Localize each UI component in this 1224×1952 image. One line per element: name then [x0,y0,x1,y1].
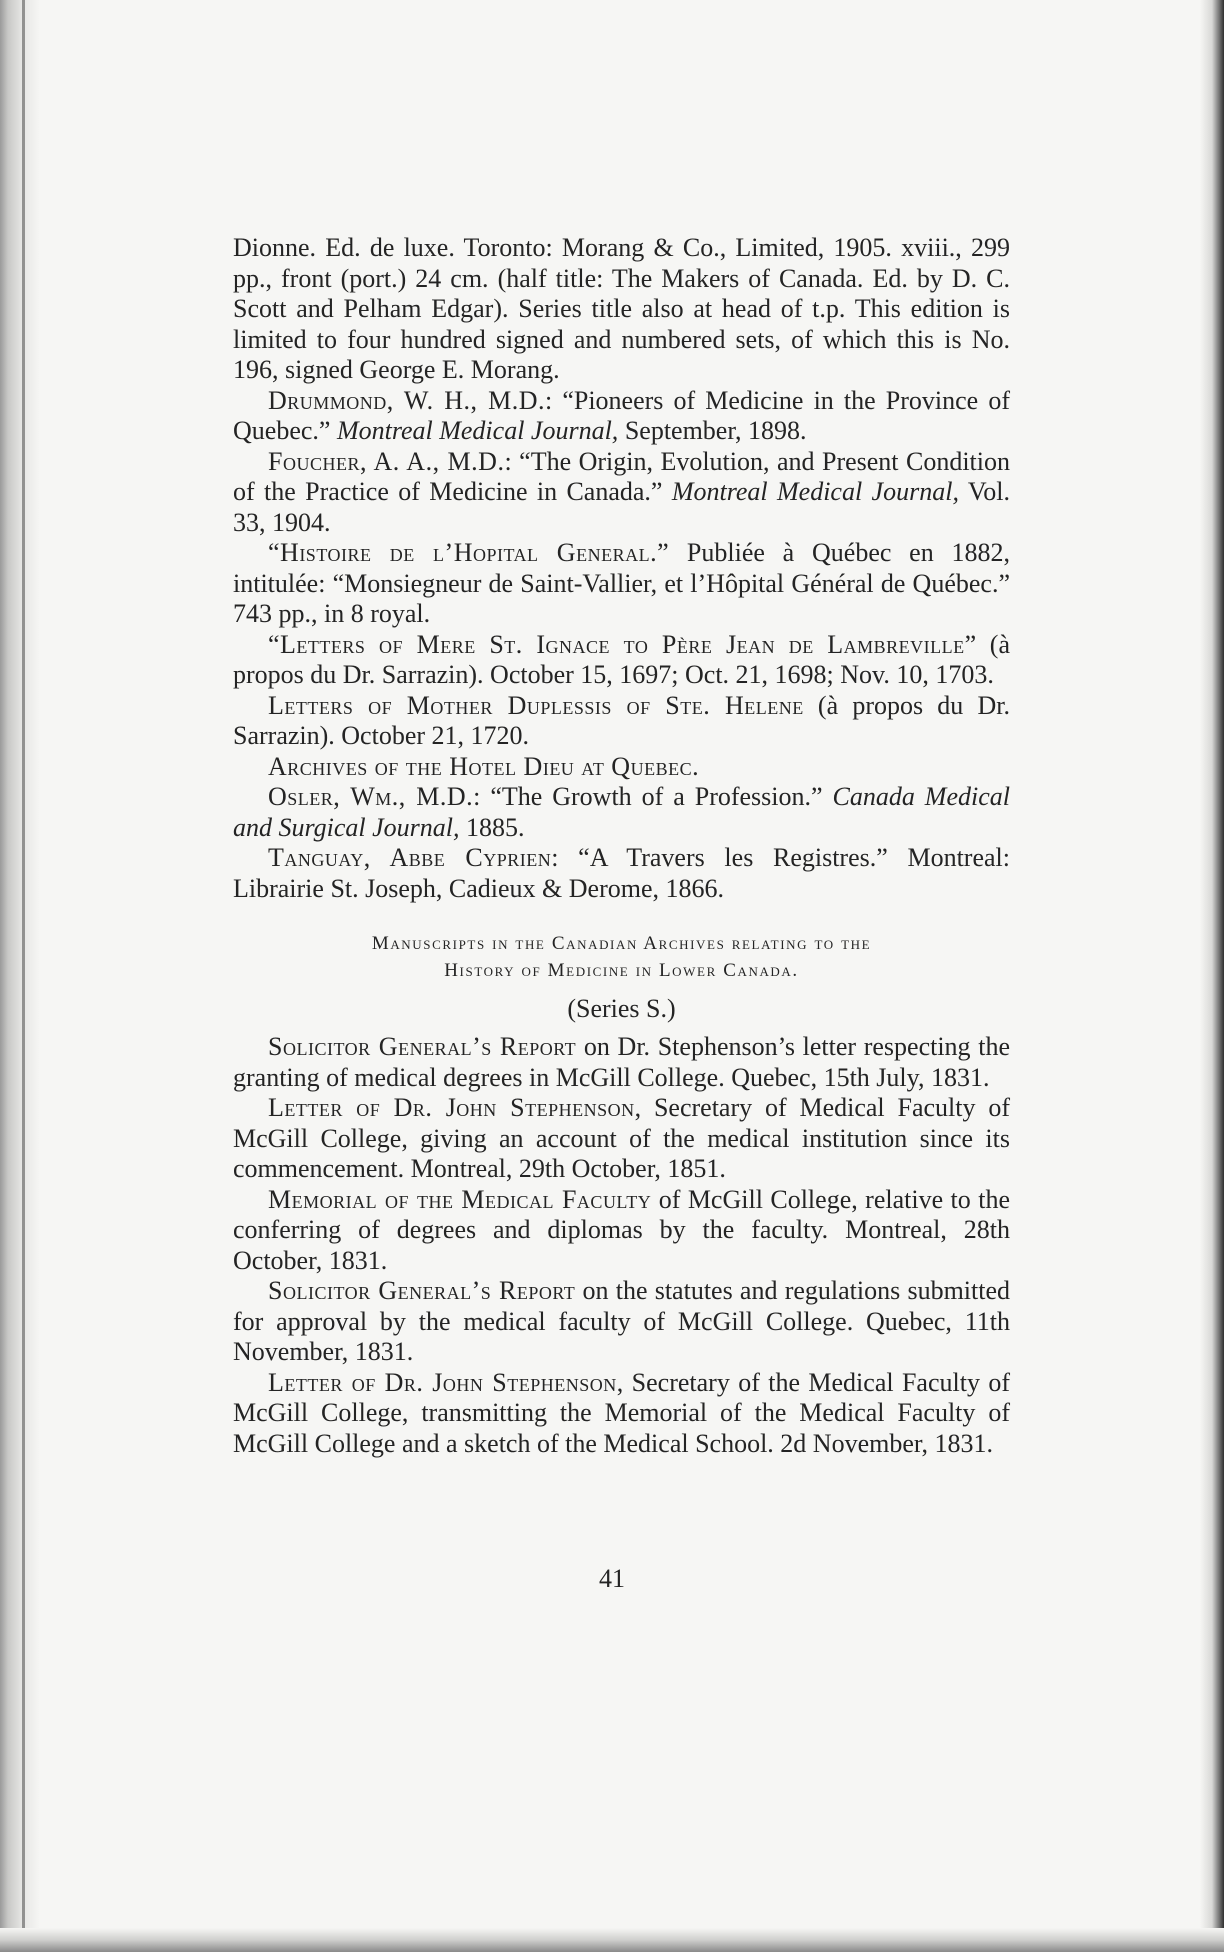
entry-journal: Montreal Medical Journal, [671,477,959,506]
entry-text: (à propos du Dr. Sarrazin). October 21, 1720. [233,690,1010,750]
entry-lead: Solicitor General’s Report [268,1276,576,1305]
entry-text: of McGill College, relative to the conferring of degrees and diplomas by the faculty. Montreal, 28th October, 1831. [233,1184,1010,1275]
page-bottom-edge [0,1928,1224,1952]
page-right-edge [1200,0,1224,1952]
entry-journal: Montreal Medical Journal, [336,416,619,445]
entry-text: : “A Travers les Registres.” Montreal: Librairie St. Joseph, Cadieux & Derome, 1866. [233,843,1010,903]
bib-entry-histoire [233,538,1010,630]
manuscript-entry [233,1093,1010,1185]
binding-gutter [0,0,40,1952]
entry-lead: “Histoire de l’Hopital General.” [268,538,670,567]
entry-lead: Tanguay, Abbe Cyprien [268,843,552,872]
manuscript-entry [233,1032,1010,1093]
body-text [233,233,1010,1459]
entry-journal: Canada Medical and Surgical Journal, [233,782,1010,842]
manuscript-entry [233,1368,1010,1460]
entry-text: (à propos du Dr. Sarrazin). October 15, 1697; Oct. 21, 1698; Nov. 10, 1703. [233,629,1011,689]
section-heading-line-2: History of Medicine in Lower Canada. [444,960,799,981]
bib-entry-archives [233,752,1010,783]
entry-tail: 1885. [459,812,525,842]
entry-lead: Solicitor General’s Report [268,1032,577,1061]
entry-tail: Vol. 33, 1904. [233,477,1011,537]
bib-entry-drummond [233,386,1010,447]
page-number: 41 [599,1564,625,1593]
bib-entry-tanguay [233,843,1010,904]
bib-entry-osler [233,782,1010,843]
entry-lead: Foucher, A. A., M.D. [268,446,505,476]
entry-text: on the statutes and regulations submitted for approval by the medical faculty of McGill College. Quebec, 11th November, 1831. [233,1276,1010,1366]
entry-text: , Secretary of the Medical Faculty of McGill College, transmitting the Memorial of the Medical Faculty of McGill College and a sketch of the Medical School. 2d November, 1831. [233,1367,1010,1458]
bib-entry-letters-mere [233,630,1010,691]
section-heading [233,930,1010,984]
entry-text: : “The Growth of a Profession.” [473,782,833,811]
entry-text: , Secretary of Medical Faculty of McGill College, giving an account of the medical institution since its commencement. Montreal, 29th October, 1851. [233,1093,1010,1183]
series-label: (Series S.) [567,994,676,1023]
entry-lead: Archives of the Hotel Dieu at Quebec. [268,751,700,781]
entry-lead: Letters of Mother Duplessis of Ste. Helene [268,690,804,720]
manuscript-entry [233,1276,1010,1368]
continuation-paragraph: Dionne. Ed. de luxe. Toronto: Morang & Co., Limited, 1905. xviii., 299 pp., front (port.) 24 cm. (half title: The Makers of Canada. Ed. by D. C. Scott and Pelham Edgar). Series title also at head of t.p. This edition is limited to four hundred signed and numbered sets, of which this is No. 196, signed George E. Morang. [233,233,1010,384]
entry-lead: Letter of Dr. John Stephenson [268,1093,635,1122]
entry-lead: “Letters of Mere St. Ignace to Père Jean de Lambreville” [268,629,977,659]
entry-text: Publiée à Québec en 1882, intitulée: “Monsiegneur de Saint-Vallier, et l’Hôpital Général de Québec.” 743 pp., in 8 royal. [233,538,1010,628]
section-heading-line-1: Manuscripts in the Canadian Archives relating to the [371,933,872,954]
entry-lead: Drummond, W. H., M.D. [268,385,545,415]
entry-text: : “The Origin, Evolution, and Present Condition of the Practice of Medicine in Canada.” [233,446,1011,506]
entry-lead: Osler, Wm., M.D. [268,782,474,811]
bib-entry-letters-mother [233,691,1010,752]
entry-text: : “Pioneers of Medicine in the Province of Quebec.” [233,385,1010,445]
entry-tail: September, 1898. [618,416,807,445]
entry-text: on Dr. Stephenson’s letter respecting the granting of medical degrees in McGill College. Quebec, 15th July, 1831. [233,1032,1010,1092]
manuscript-entry [233,1185,1010,1277]
entry-lead: Letter of Dr. John Stephenson [268,1367,617,1397]
bib-entry-foucher [233,447,1010,539]
entry-lead: Memorial of the Medical Faculty [268,1184,652,1214]
binding-shadow-line [22,0,25,1952]
